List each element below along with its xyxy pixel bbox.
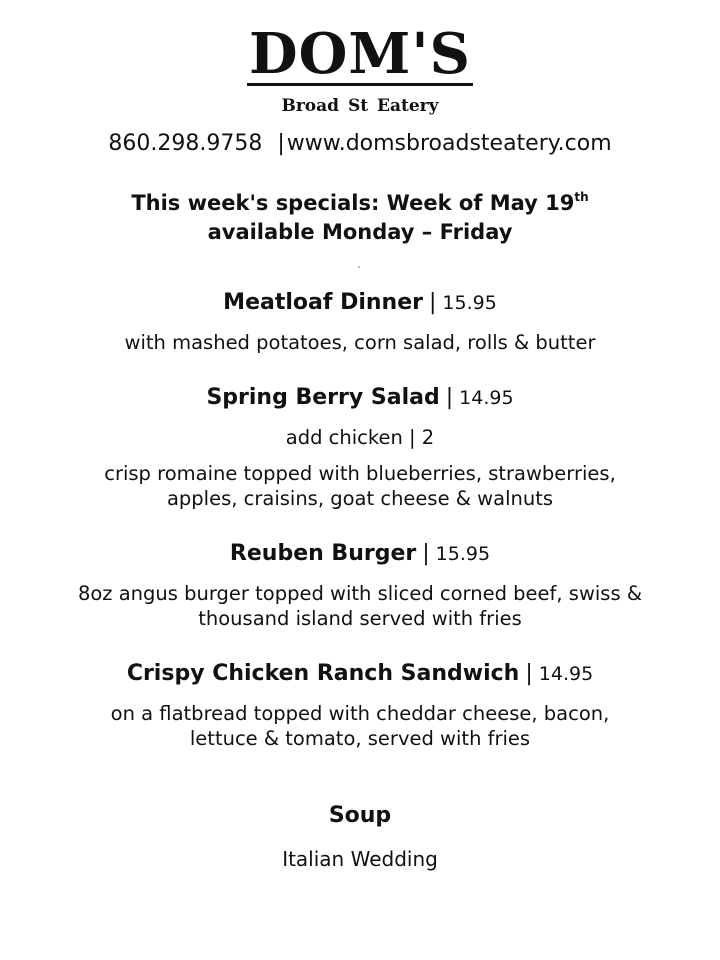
menu-item-title: [0, 541, 720, 566]
price-separator: |: [428, 290, 437, 315]
specials-availability: available Monday – Friday: [207, 220, 513, 244]
price-separator: |: [525, 661, 533, 686]
item-description: with mashed potatoes, corn salad, rolls & butter: [124, 331, 596, 354]
price-separator: |: [445, 385, 454, 410]
item-addon: add chicken | 2: [285, 426, 435, 449]
logo-text: DOM'S: [249, 21, 471, 87]
item-description: 8oz angus burger topped with sliced corned beef, swiss &: [77, 582, 643, 605]
item-name: Reuben Burger: [229, 541, 417, 566]
item-price: 14.95: [459, 387, 514, 409]
item-name: Spring Berry Salad: [206, 385, 440, 410]
menu-item-title: [0, 385, 720, 410]
item-description: on a flatbread topped with cheddar cheese, bacon,: [110, 702, 610, 725]
item-description-cont: thousand island served with fries: [198, 607, 522, 630]
soup-heading: Soup: [328, 803, 392, 828]
date-suffix: th: [574, 190, 589, 204]
item-description-cont: lettuce & tomato, served with fries: [189, 727, 531, 750]
specials-heading: [0, 183, 720, 247]
price-separator: |: [422, 541, 430, 566]
website-link[interactable]: www.domsbroadsteatery.com: [286, 131, 612, 156]
item-price: 15.95: [435, 543, 491, 565]
item-price: 14.95: [538, 663, 594, 685]
item-price: 15.95: [442, 292, 497, 314]
menu-item-title: [0, 661, 720, 686]
contact-line: [0, 131, 720, 156]
item-name: Meatloaf Dinner: [223, 290, 423, 315]
specials-intro: This week's specials: Week of May 19: [131, 191, 575, 215]
soup-name: Italian Wedding: [282, 847, 438, 871]
specials-week-line: [0, 183, 720, 218]
phone-number: 860.298.9758: [108, 131, 263, 156]
stray-dot: [358, 266, 360, 268]
item-name: Crispy Chicken Ranch Sandwich: [126, 661, 520, 686]
menu-item-title: [0, 290, 720, 315]
item-description-cont: apples, craisins, goat cheese & walnuts: [166, 487, 554, 510]
tagline: Broad St Eatery: [281, 96, 439, 116]
item-description: crisp romaine topped with blueberries, strawberries,: [104, 462, 616, 485]
restaurant-logo: [0, 22, 720, 86]
contact-separator: |: [277, 131, 285, 156]
